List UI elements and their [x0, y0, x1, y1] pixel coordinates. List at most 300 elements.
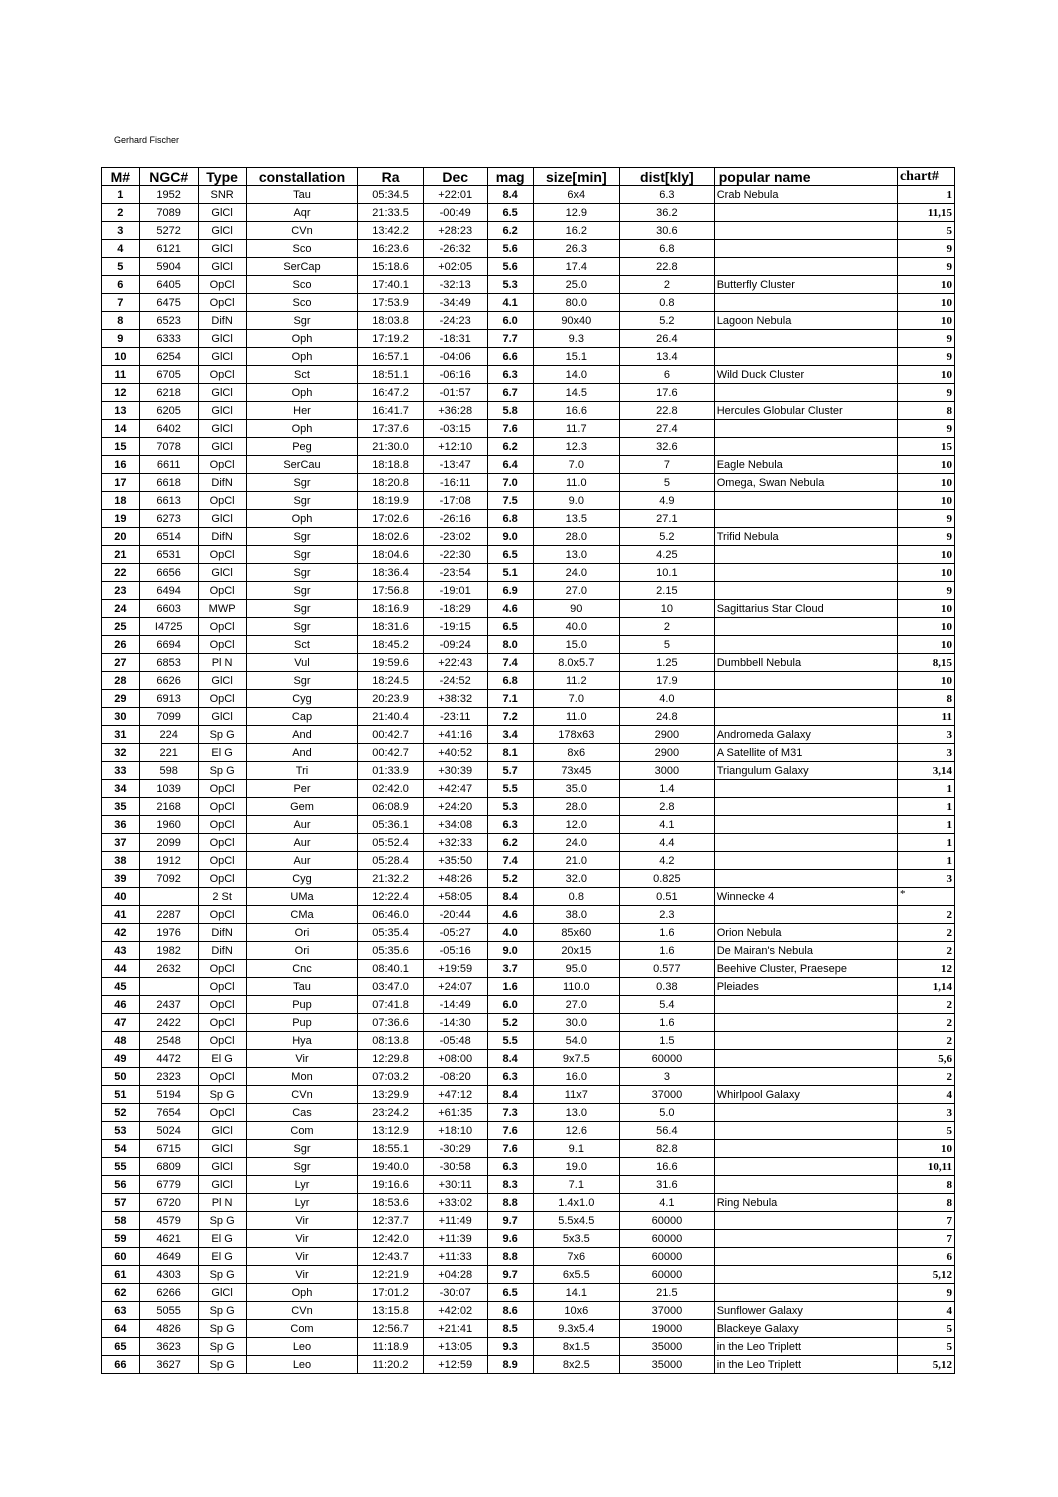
cell-type: OpCl [198, 276, 246, 294]
table-row [102, 1104, 955, 1122]
cell-dec: -34:49 [423, 294, 487, 312]
cell-ngc-number: 6613 [139, 492, 198, 510]
cell-popular-name: Pleiades [714, 978, 897, 996]
cell-m-number: 31 [102, 726, 140, 744]
cell-type: El G [198, 1050, 246, 1068]
cell-magnitude: 6.2 [487, 834, 533, 852]
cell-popular-name: De Mairan's Nebula [714, 942, 897, 960]
cell-dec: +38:32 [423, 690, 487, 708]
table-row [102, 1212, 955, 1230]
cell-chart-number: 9 [897, 528, 954, 546]
cell-dec: -04:06 [423, 348, 487, 366]
cell-dec: +02:05 [423, 258, 487, 276]
cell-magnitude: 7.4 [487, 852, 533, 870]
cell-ngc-number: 2287 [139, 906, 198, 924]
cell-popular-name: Sagittarius Star Cloud [714, 600, 897, 618]
cell-dec: +40:52 [423, 744, 487, 762]
cell-ra: 00:42.7 [358, 726, 423, 744]
cell-type: GlCl [198, 510, 246, 528]
cell-type: Pl N [198, 654, 246, 672]
cell-constellation: Vir [246, 1212, 358, 1230]
cell-chart-number: 9 [897, 1284, 954, 1302]
cell-size: 90 [533, 600, 620, 618]
cell-dec: +12:59 [423, 1356, 487, 1374]
cell-m-number: 50 [102, 1068, 140, 1086]
cell-dec: +04:28 [423, 1266, 487, 1284]
cell-size: 73x45 [533, 762, 620, 780]
cell-ra: 15:18.6 [358, 258, 423, 276]
cell-m-number: 34 [102, 780, 140, 798]
cell-constellation: Vir [246, 1248, 358, 1266]
cell-size: 95.0 [533, 960, 620, 978]
cell-ra: 18:20.8 [358, 474, 423, 492]
cell-ra: 12:42.0 [358, 1230, 423, 1248]
cell-distance: 4.25 [620, 546, 715, 564]
cell-type: GlCl [198, 1284, 246, 1302]
cell-size: 8x1.5 [533, 1338, 620, 1356]
cell-chart-number: 8 [897, 402, 954, 420]
cell-popular-name [714, 798, 897, 816]
cell-ra: 07:41.8 [358, 996, 423, 1014]
cell-m-number: 51 [102, 1086, 140, 1104]
cell-chart-number: 9 [897, 420, 954, 438]
cell-dec: -30:29 [423, 1140, 487, 1158]
cell-popular-name: Omega, Swan Nebula [714, 474, 897, 492]
cell-chart-number: 8 [897, 1176, 954, 1194]
cell-constellation: Sgr [246, 1140, 358, 1158]
table-row [102, 276, 955, 294]
cell-size: 7.1 [533, 1176, 620, 1194]
table-row [102, 330, 955, 348]
cell-m-number: 65 [102, 1338, 140, 1356]
cell-constellation: Cyg [246, 690, 358, 708]
cell-size: 24.0 [533, 834, 620, 852]
cell-m-number: 16 [102, 456, 140, 474]
cell-m-number: 55 [102, 1158, 140, 1176]
cell-type: El G [198, 1230, 246, 1248]
cell-dec: +18:10 [423, 1122, 487, 1140]
cell-ra: 16:23.6 [358, 240, 423, 258]
header-mag: mag [487, 168, 533, 186]
cell-ngc-number: 6494 [139, 582, 198, 600]
cell-size: 35.0 [533, 780, 620, 798]
cell-chart-number: 9 [897, 582, 954, 600]
cell-type: DifN [198, 942, 246, 960]
cell-popular-name [714, 1014, 897, 1032]
cell-distance: 60000 [620, 1212, 715, 1230]
cell-ngc-number: 6121 [139, 240, 198, 258]
cell-ra: 12:43.7 [358, 1248, 423, 1266]
cell-chart-number: 1 [897, 834, 954, 852]
table-row [102, 402, 955, 420]
table-row [102, 906, 955, 924]
cell-type: GlCl [198, 1122, 246, 1140]
cell-chart-number: 10 [897, 1140, 954, 1158]
cell-ra: 16:41.7 [358, 402, 423, 420]
cell-distance: 60000 [620, 1050, 715, 1068]
cell-distance: 2.15 [620, 582, 715, 600]
cell-dec: -16:11 [423, 474, 487, 492]
cell-magnitude: 7.0 [487, 474, 533, 492]
cell-m-number: 20 [102, 528, 140, 546]
cell-constellation: Sgr [246, 528, 358, 546]
cell-ra: 18:53.6 [358, 1194, 423, 1212]
cell-ngc-number: 6205 [139, 402, 198, 420]
cell-magnitude: 9.3 [487, 1338, 533, 1356]
cell-distance: 5.2 [620, 312, 715, 330]
cell-type: GlCl [198, 1158, 246, 1176]
cell-magnitude: 6.6 [487, 348, 533, 366]
cell-size: 5.5x4.5 [533, 1212, 620, 1230]
cell-ra: 17:40.1 [358, 276, 423, 294]
cell-m-number: 62 [102, 1284, 140, 1302]
cell-dec: -18:29 [423, 600, 487, 618]
cell-ra: 21:33.5 [358, 204, 423, 222]
cell-constellation: Vir [246, 1266, 358, 1284]
cell-m-number: 19 [102, 510, 140, 528]
cell-type: Sp G [198, 1356, 246, 1374]
cell-ngc-number: 1039 [139, 780, 198, 798]
cell-m-number: 36 [102, 816, 140, 834]
cell-popular-name [714, 294, 897, 312]
cell-popular-name [714, 1248, 897, 1266]
cell-chart-number: 1 [897, 852, 954, 870]
table-row [102, 1320, 955, 1338]
cell-m-number: 27 [102, 654, 140, 672]
cell-ra: 17:53.9 [358, 294, 423, 312]
cell-ngc-number: 5904 [139, 258, 198, 276]
cell-ngc-number: 4472 [139, 1050, 198, 1068]
cell-chart-number: 10 [897, 600, 954, 618]
table-body [102, 186, 955, 1374]
cell-chart-number: 1,14 [897, 978, 954, 996]
cell-dec: +61:35 [423, 1104, 487, 1122]
table-row [102, 1122, 955, 1140]
cell-m-number: 37 [102, 834, 140, 852]
cell-size: 12.3 [533, 438, 620, 456]
cell-distance: 19000 [620, 1320, 715, 1338]
cell-magnitude: 6.3 [487, 1068, 533, 1086]
cell-popular-name [714, 906, 897, 924]
cell-popular-name: Wild Duck Cluster [714, 366, 897, 384]
cell-ra: 05:28.4 [358, 852, 423, 870]
cell-magnitude: 5.2 [487, 870, 533, 888]
cell-distance: 35000 [620, 1356, 715, 1374]
cell-chart-number: 2 [897, 906, 954, 924]
table-row [102, 510, 955, 528]
cell-ra: 02:42.0 [358, 780, 423, 798]
cell-type: OpCl [198, 690, 246, 708]
cell-ra: 13:12.9 [358, 1122, 423, 1140]
cell-type: SNR [198, 186, 246, 204]
cell-constellation: Cas [246, 1104, 358, 1122]
cell-popular-name: Dumbbell Nebula [714, 654, 897, 672]
cell-popular-name: Sunflower Galaxy [714, 1302, 897, 1320]
cell-distance: 60000 [620, 1266, 715, 1284]
cell-popular-name: Blackeye Galaxy [714, 1320, 897, 1338]
cell-type: OpCl [198, 852, 246, 870]
table-row [102, 1194, 955, 1212]
cell-m-number: 44 [102, 960, 140, 978]
cell-size: 7.0 [533, 690, 620, 708]
cell-popular-name: Trifid Nebula [714, 528, 897, 546]
cell-size: 1.4x1.0 [533, 1194, 620, 1212]
table-row [102, 816, 955, 834]
cell-distance: 2 [620, 276, 715, 294]
table-row [102, 690, 955, 708]
cell-magnitude: 4.0 [487, 924, 533, 942]
cell-size: 11.0 [533, 708, 620, 726]
cell-chart-number: 9 [897, 330, 954, 348]
cell-magnitude: 8.9 [487, 1356, 533, 1374]
cell-popular-name: in the Leo Triplett [714, 1356, 897, 1374]
cell-size: 11.2 [533, 672, 620, 690]
table-row [102, 942, 955, 960]
cell-type: OpCl [198, 834, 246, 852]
cell-dec: -30:07 [423, 1284, 487, 1302]
cell-magnitude: 6.5 [487, 1284, 533, 1302]
cell-type: El G [198, 744, 246, 762]
cell-type: OpCl [198, 294, 246, 312]
cell-ra: 18:04.6 [358, 546, 423, 564]
cell-magnitude: 8.5 [487, 1320, 533, 1338]
cell-magnitude: 3.4 [487, 726, 533, 744]
cell-chart-number: 11,15 [897, 204, 954, 222]
cell-popular-name [714, 1212, 897, 1230]
cell-distance: 22.8 [620, 402, 715, 420]
cell-ngc-number [139, 978, 198, 996]
cell-chart-number: 3 [897, 1104, 954, 1122]
cell-constellation: Sgr [246, 546, 358, 564]
cell-distance: 13.4 [620, 348, 715, 366]
cell-distance: 2.3 [620, 906, 715, 924]
cell-chart-number: 3 [897, 726, 954, 744]
cell-magnitude: 5.8 [487, 402, 533, 420]
cell-magnitude: 8.4 [487, 888, 533, 906]
cell-dec: +34:08 [423, 816, 487, 834]
cell-chart-number: 2 [897, 1032, 954, 1050]
table-row [102, 186, 955, 204]
cell-constellation: CVn [246, 222, 358, 240]
cell-size: 13.5 [533, 510, 620, 528]
cell-constellation: Sgr [246, 474, 358, 492]
cell-size: 11.0 [533, 474, 620, 492]
cell-distance: 4.1 [620, 816, 715, 834]
cell-chart-number: 10 [897, 312, 954, 330]
cell-ngc-number: 6514 [139, 528, 198, 546]
cell-size: 54.0 [533, 1032, 620, 1050]
cell-size: 27.0 [533, 582, 620, 600]
cell-dec: -19:01 [423, 582, 487, 600]
cell-popular-name [714, 564, 897, 582]
cell-ra: 05:35.6 [358, 942, 423, 960]
cell-constellation: Aur [246, 852, 358, 870]
cell-constellation: CVn [246, 1086, 358, 1104]
cell-ngc-number: 598 [139, 762, 198, 780]
cell-ngc-number: 2437 [139, 996, 198, 1014]
cell-popular-name: A Satellite of M31 [714, 744, 897, 762]
cell-popular-name [714, 708, 897, 726]
cell-dec: +35:50 [423, 852, 487, 870]
cell-m-number: 9 [102, 330, 140, 348]
cell-magnitude: 8.8 [487, 1194, 533, 1212]
cell-type: GlCl [198, 330, 246, 348]
table-row [102, 726, 955, 744]
cell-m-number: 18 [102, 492, 140, 510]
cell-ra: 12:29.8 [358, 1050, 423, 1068]
cell-dec: -13:47 [423, 456, 487, 474]
cell-chart-number: 10 [897, 546, 954, 564]
cell-ngc-number: 6720 [139, 1194, 198, 1212]
cell-magnitude: 7.4 [487, 654, 533, 672]
cell-size: 6x5.5 [533, 1266, 620, 1284]
cell-type: Sp G [198, 726, 246, 744]
cell-ngc-number: 4621 [139, 1230, 198, 1248]
cell-popular-name: Eagle Nebula [714, 456, 897, 474]
table-row [102, 492, 955, 510]
table-row [102, 384, 955, 402]
cell-magnitude: 8.1 [487, 744, 533, 762]
cell-type: OpCl [198, 1032, 246, 1050]
cell-popular-name: Andromeda Galaxy [714, 726, 897, 744]
table-row [102, 1248, 955, 1266]
cell-distance: 6.8 [620, 240, 715, 258]
cell-ngc-number: 5272 [139, 222, 198, 240]
cell-chart-number: 15 [897, 438, 954, 456]
cell-ngc-number: 6266 [139, 1284, 198, 1302]
cell-popular-name: Triangulum Galaxy [714, 762, 897, 780]
cell-type: Sp G [198, 1320, 246, 1338]
cell-constellation: Mon [246, 1068, 358, 1086]
cell-distance: 5 [620, 636, 715, 654]
cell-ra: 08:13.8 [358, 1032, 423, 1050]
cell-magnitude: 7.7 [487, 330, 533, 348]
cell-magnitude: 6.7 [487, 384, 533, 402]
cell-dec: +30:39 [423, 762, 487, 780]
cell-popular-name [714, 636, 897, 654]
table-row [102, 834, 955, 852]
table-row [102, 348, 955, 366]
cell-size: 12.6 [533, 1122, 620, 1140]
header-chart: chart# [897, 168, 954, 186]
cell-chart-number: 5,6 [897, 1050, 954, 1068]
cell-distance: 6 [620, 366, 715, 384]
cell-popular-name [714, 1068, 897, 1086]
cell-ra: 18:31.6 [358, 618, 423, 636]
cell-ngc-number [139, 888, 198, 906]
cell-ra: 19:16.6 [358, 1176, 423, 1194]
cell-ngc-number: 6603 [139, 600, 198, 618]
cell-m-number: 6 [102, 276, 140, 294]
cell-ra: 18:24.5 [358, 672, 423, 690]
cell-constellation: Oph [246, 330, 358, 348]
cell-size: 8.0x5.7 [533, 654, 620, 672]
cell-chart-number: 8 [897, 690, 954, 708]
cell-dec: +28:23 [423, 222, 487, 240]
table-row [102, 1230, 955, 1248]
cell-distance: 2900 [620, 726, 715, 744]
cell-magnitude: 6.5 [487, 546, 533, 564]
cell-ngc-number: 2099 [139, 834, 198, 852]
cell-ngc-number: 6715 [139, 1140, 198, 1158]
cell-chart-number: 5 [897, 1338, 954, 1356]
cell-ra: 21:30.0 [358, 438, 423, 456]
cell-ngc-number: 7099 [139, 708, 198, 726]
cell-ngc-number: 6611 [139, 456, 198, 474]
cell-size: 12.0 [533, 816, 620, 834]
cell-size: 11x7 [533, 1086, 620, 1104]
table-row [102, 762, 955, 780]
cell-constellation: Gem [246, 798, 358, 816]
cell-dec: -32:13 [423, 276, 487, 294]
cell-ngc-number: 4579 [139, 1212, 198, 1230]
cell-dec: -20:44 [423, 906, 487, 924]
cell-chart-number: 5 [897, 1122, 954, 1140]
cell-dec: +12:10 [423, 438, 487, 456]
cell-ngc-number: 6333 [139, 330, 198, 348]
cell-ra: 18:55.1 [358, 1140, 423, 1158]
cell-m-number: 41 [102, 906, 140, 924]
cell-type: OpCl [198, 780, 246, 798]
cell-size: 16.2 [533, 222, 620, 240]
cell-ngc-number: 2632 [139, 960, 198, 978]
table-row [102, 888, 955, 906]
cell-m-number: 23 [102, 582, 140, 600]
cell-ngc-number: 1982 [139, 942, 198, 960]
cell-ngc-number: 2548 [139, 1032, 198, 1050]
cell-type: GlCl [198, 708, 246, 726]
cell-popular-name: in the Leo Triplett [714, 1338, 897, 1356]
cell-type: 2 St [198, 888, 246, 906]
cell-ra: 11:18.9 [358, 1338, 423, 1356]
cell-chart-number: 7 [897, 1212, 954, 1230]
cell-magnitude: 6.0 [487, 312, 533, 330]
table-row [102, 528, 955, 546]
cell-popular-name [714, 1140, 897, 1158]
cell-popular-name [714, 852, 897, 870]
cell-distance: 17.6 [620, 384, 715, 402]
cell-constellation: Oph [246, 510, 358, 528]
cell-magnitude: 8.4 [487, 186, 533, 204]
cell-chart-number: 3 [897, 744, 954, 762]
cell-type: GlCl [198, 204, 246, 222]
cell-distance: 0.8 [620, 294, 715, 312]
cell-magnitude: 5.5 [487, 780, 533, 798]
cell-magnitude: 6.4 [487, 456, 533, 474]
cell-magnitude: 7.1 [487, 690, 533, 708]
cell-m-number: 25 [102, 618, 140, 636]
cell-distance: 37000 [620, 1302, 715, 1320]
cell-m-number: 22 [102, 564, 140, 582]
cell-constellation: Sgr [246, 492, 358, 510]
cell-distance: 4.9 [620, 492, 715, 510]
cell-distance: 21.5 [620, 1284, 715, 1302]
cell-constellation: Cyg [246, 870, 358, 888]
cell-magnitude: 6.9 [487, 582, 533, 600]
cell-distance: 0.577 [620, 960, 715, 978]
cell-distance: 4.2 [620, 852, 715, 870]
cell-ra: 18:03.8 [358, 312, 423, 330]
cell-popular-name [714, 780, 897, 798]
cell-dec: -05:27 [423, 924, 487, 942]
cell-type: OpCl [198, 582, 246, 600]
cell-ngc-number: 1952 [139, 186, 198, 204]
cell-constellation: Vir [246, 1230, 358, 1248]
cell-dec: +47:12 [423, 1086, 487, 1104]
cell-ngc-number: 6475 [139, 294, 198, 312]
cell-distance: 27.1 [620, 510, 715, 528]
cell-ra: 12:21.9 [358, 1266, 423, 1284]
